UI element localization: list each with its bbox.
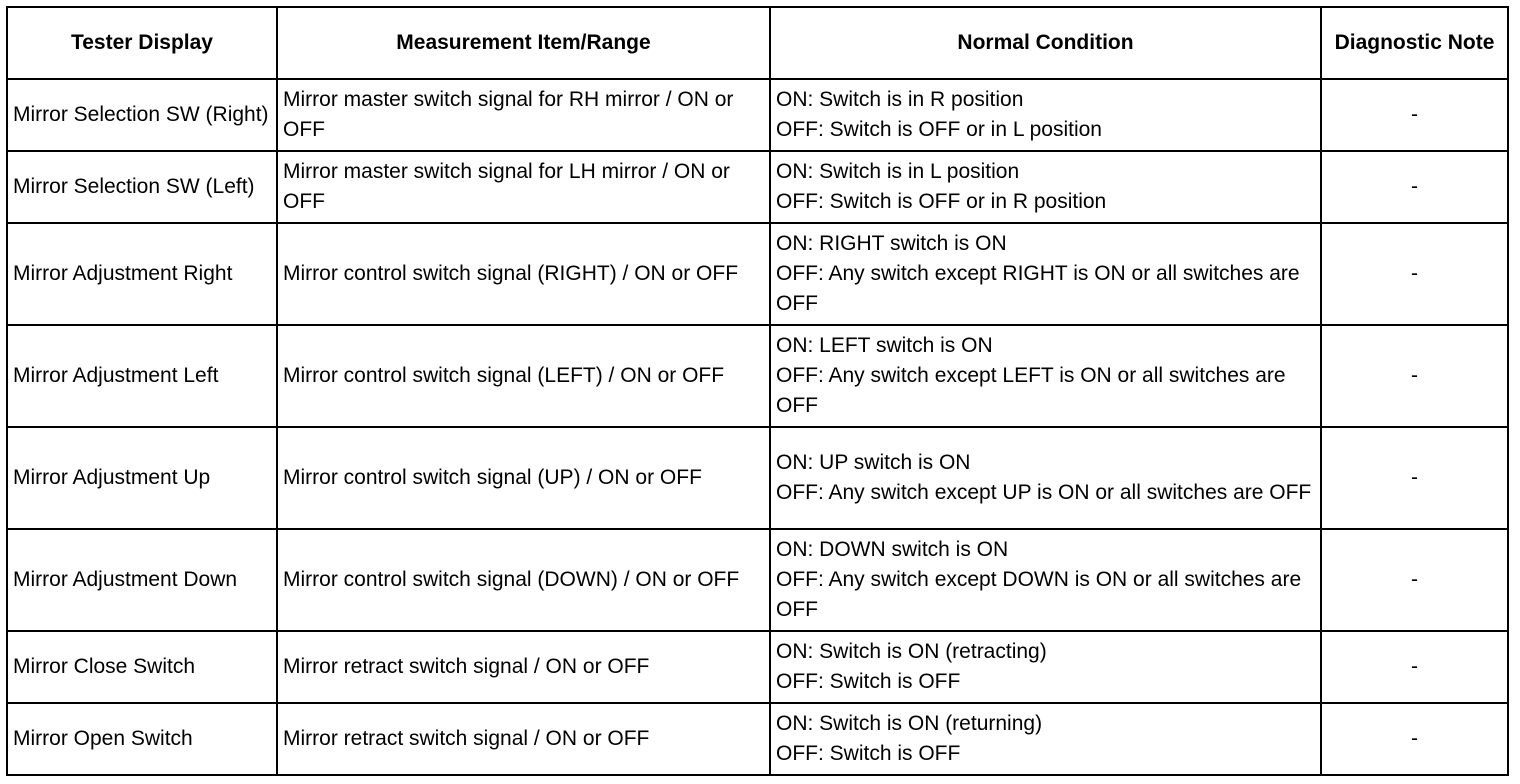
tester-display-cell: Mirror Open Switch [7,703,277,775]
diagnostic-note-cell: - [1321,151,1508,223]
condition-line: ON: LEFT switch is ON [776,334,993,357]
condition-line: OFF: Any switch except DOWN is ON or all switches are OFF [776,568,1302,621]
table-row [7,151,1508,223]
condition-line: OFF: Any switch except UP is ON or all switches are OFF [776,481,1312,504]
condition-line: ON: Switch is ON (retracting) [776,640,1047,663]
tester-display-cell: Mirror Adjustment Right [7,223,277,325]
tester-display-cell: Mirror Selection SW (Right) [7,79,277,151]
normal-condition-cell [770,529,1321,631]
diagnostic-note-cell: - [1321,631,1508,703]
table-row [7,427,1508,529]
table-row [7,529,1508,631]
condition-line: ON: UP switch is ON [776,451,971,474]
measurement-cell: Mirror control switch signal (UP) / ON or OFF [277,427,770,529]
tester-display-cell: Mirror Adjustment Left [7,325,277,427]
table-row [7,325,1508,427]
condition-line: OFF: Switch is OFF [776,742,961,765]
measurement-cell: Mirror control switch signal (DOWN) / ON or OFF [277,529,770,631]
normal-condition-cell [770,223,1321,325]
condition-line: OFF: Any switch except LEFT is ON or all switches are OFF [776,364,1286,417]
condition-line: OFF: Any switch except RIGHT is ON or all switches are OFF [776,262,1300,315]
condition-line: OFF: Switch is OFF [776,670,961,693]
normal-condition-cell [770,151,1321,223]
normal-condition-cell [770,703,1321,775]
diagnostic-note-cell: - [1321,325,1508,427]
tester-display-cell: Mirror Adjustment Down [7,529,277,631]
table-row [7,631,1508,703]
column-header-diagnostic-note: Diagnostic Note [1321,7,1508,79]
diagnostic-note-cell: - [1321,703,1508,775]
diagnostic-note-cell: - [1321,427,1508,529]
condition-line: OFF: Switch is OFF or in R position [776,190,1107,213]
condition-line: ON: DOWN switch is ON [776,538,1009,561]
column-header-normal-condition: Normal Condition [770,7,1321,79]
table-header-row [7,7,1508,79]
measurement-cell: Mirror control switch signal (LEFT) / ON or OFF [277,325,770,427]
normal-condition-cell [770,427,1321,529]
condition-line: ON: Switch is in R position [776,88,1024,111]
measurement-cell: Mirror retract switch signal / ON or OFF [277,703,770,775]
condition-line: ON: Switch is in L position [776,160,1020,183]
tester-display-cell: Mirror Selection SW (Left) [7,151,277,223]
table-row [7,703,1508,775]
condition-line: ON: Switch is ON (returning) [776,712,1043,735]
condition-line: ON: RIGHT switch is ON [776,232,1007,255]
table-row [7,223,1508,325]
table-row [7,79,1508,151]
tester-display-cell: Mirror Adjustment Up [7,427,277,529]
column-header-measurement-item: Measurement Item/Range [277,7,770,79]
normal-condition-cell [770,631,1321,703]
diagnostic-note-cell: - [1321,223,1508,325]
measurement-cell: Mirror master switch signal for LH mirror / ON or OFF [277,151,770,223]
normal-condition-cell [770,79,1321,151]
measurement-cell: Mirror control switch signal (RIGHT) / ON or OFF [277,223,770,325]
measurement-cell: Mirror master switch signal for RH mirror / ON or OFF [277,79,770,151]
diagnostic-note-cell: - [1321,529,1508,631]
diagnostic-data-table [6,6,1509,776]
column-header-tester-display: Tester Display [7,7,277,79]
diagnostic-note-cell: - [1321,79,1508,151]
tester-display-cell: Mirror Close Switch [7,631,277,703]
diagnostic-table-container [6,6,1507,776]
normal-condition-cell [770,325,1321,427]
measurement-cell: Mirror retract switch signal / ON or OFF [277,631,770,703]
condition-line: OFF: Switch is OFF or in L position [776,118,1102,141]
